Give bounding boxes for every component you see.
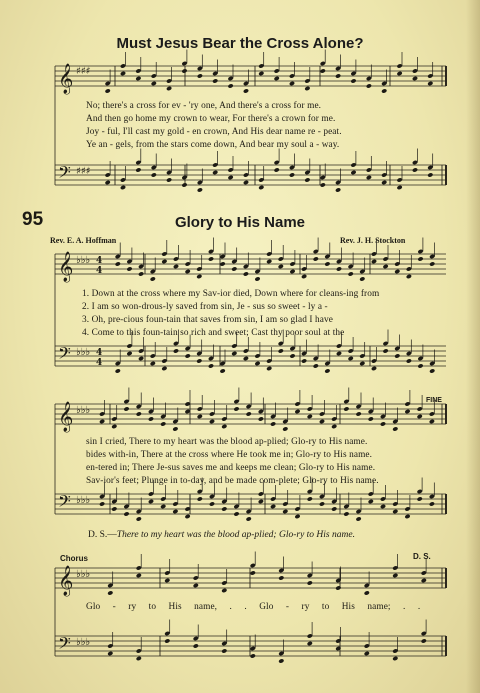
- notehead: [427, 81, 433, 86]
- notehead: [136, 516, 142, 521]
- notehead: [99, 419, 105, 424]
- notehead: [120, 185, 126, 190]
- notehead: [307, 580, 313, 585]
- notehead: [356, 411, 362, 416]
- notehead: [324, 261, 330, 266]
- hymn2-system1-verse-1: 1. Down at the cross where my Sav-ior died, Down where for cleans-ing from: [82, 289, 380, 299]
- notehead: [270, 421, 276, 426]
- notehead: [135, 76, 141, 81]
- notehead: [359, 361, 365, 366]
- bass-clef-icon: 𝄢: [58, 343, 71, 367]
- notehead: [278, 264, 284, 269]
- notehead: [304, 177, 310, 182]
- notehead: [380, 421, 386, 426]
- notehead: [172, 509, 178, 514]
- notehead: [196, 274, 202, 279]
- notehead: [364, 651, 370, 656]
- hymn2-system1-verse-2: 2. I am so won-drous-ly saved from sin, Je - sus so sweet - ly a -: [82, 302, 328, 312]
- notehead: [319, 501, 325, 506]
- notehead: [138, 356, 144, 361]
- notehead: [233, 406, 239, 411]
- notehead: [429, 368, 435, 373]
- notehead: [348, 356, 354, 361]
- ds-text: There to my heart was the blood ap-plied; Glo-ry to His name.: [116, 530, 355, 540]
- notehead: [221, 506, 227, 511]
- notehead: [166, 177, 172, 182]
- notehead: [228, 83, 234, 88]
- notehead: [336, 266, 342, 271]
- notehead: [313, 256, 319, 261]
- notehead: [243, 88, 249, 93]
- notehead: [166, 86, 172, 91]
- notehead: [320, 182, 326, 187]
- notehead: [258, 185, 264, 190]
- notehead: [429, 501, 435, 506]
- notehead: [350, 78, 356, 83]
- notehead: [371, 259, 377, 264]
- notehead: [105, 88, 111, 93]
- notehead: [359, 276, 365, 281]
- notehead: [429, 261, 435, 266]
- notehead: [246, 516, 252, 521]
- bass-clef-icon: 𝄢: [58, 633, 71, 657]
- notehead: [274, 167, 280, 172]
- notehead: [231, 266, 237, 271]
- notehead: [161, 259, 167, 264]
- notehead: [335, 187, 341, 192]
- notehead: [397, 185, 403, 190]
- fine-mark: FINE: [426, 397, 442, 404]
- notehead: [196, 358, 202, 363]
- notehead: [266, 259, 272, 264]
- hymn2-system2-verse-4: Sav-ior's feet; Plunge in to-day, and be made com-plete; Glo-ry to His name.: [86, 476, 379, 486]
- svg-text:♭♭♭: ♭♭♭: [76, 405, 91, 416]
- notehead: [193, 643, 199, 648]
- notehead: [301, 274, 307, 279]
- notehead: [289, 269, 295, 274]
- notehead: [243, 271, 249, 276]
- notehead: [417, 363, 423, 368]
- notehead: [307, 641, 313, 646]
- hymn1-verse-3: Joy - ful, I'll cast my gold - en crown, And His dear name re - peat.: [86, 127, 342, 137]
- notehead: [243, 180, 249, 185]
- hymn2-system2-verse-3: en-tered in; There Je-sus saves me and keeps me clean; Glo-ry to His name.: [86, 463, 376, 473]
- hymn1-verse-4: Ye an - gels, from the stars come down, And bear my soul a - way.: [86, 140, 340, 150]
- notehead: [246, 411, 252, 416]
- notehead: [381, 88, 387, 93]
- notehead: [233, 511, 239, 516]
- notehead: [123, 511, 129, 516]
- notehead: [278, 658, 284, 663]
- notehead: [193, 583, 199, 588]
- notehead: [331, 506, 337, 511]
- notehead: [209, 501, 215, 506]
- notehead: [231, 351, 237, 356]
- notehead: [135, 167, 141, 172]
- notehead: [105, 180, 111, 185]
- notehead: [335, 73, 341, 78]
- notehead: [356, 516, 362, 521]
- notehead: [278, 575, 284, 580]
- ds-prefix: D. S.—: [88, 530, 117, 540]
- notehead: [160, 421, 166, 426]
- hymn2-system1-bass-staff: [55, 346, 446, 366]
- notehead: [368, 416, 374, 421]
- notehead: [429, 419, 435, 424]
- notehead: [221, 424, 227, 429]
- notehead: [160, 504, 166, 509]
- svg-text:♭♭♭: ♭♭♭: [76, 495, 91, 506]
- notehead: [181, 182, 187, 187]
- notehead: [258, 416, 264, 421]
- notehead: [266, 366, 272, 371]
- notehead: [282, 509, 288, 514]
- notehead: [380, 504, 386, 509]
- treble-clef-icon: 𝄞: [58, 402, 74, 432]
- notehead: [417, 496, 423, 501]
- notehead: [185, 514, 191, 519]
- notehead: [392, 426, 398, 431]
- hymn2-system1-treble-staff: [55, 254, 446, 274]
- notehead: [250, 653, 256, 658]
- hymn1-bass-staff: [55, 165, 446, 185]
- notehead: [307, 496, 313, 501]
- svg-text:♭♭♭: ♭♭♭: [76, 255, 91, 266]
- treble-clef-icon: 𝄞: [58, 252, 74, 282]
- svg-text:4: 4: [96, 358, 103, 368]
- notehead: [185, 269, 191, 274]
- notehead: [164, 638, 170, 643]
- chorus-lyric: Glo - ry to His name, . . Glo - ry to His name; . .: [86, 602, 421, 612]
- notehead: [243, 356, 249, 361]
- notehead: [173, 264, 179, 269]
- notehead: [335, 646, 341, 651]
- notehead: [417, 256, 423, 261]
- treble-clef-icon: 𝄞: [58, 64, 74, 94]
- notehead: [221, 648, 227, 653]
- bass-clef-icon: 𝄢: [58, 162, 71, 186]
- notehead: [172, 426, 178, 431]
- notehead: [383, 348, 389, 353]
- notehead: [289, 172, 295, 177]
- notehead: [111, 506, 117, 511]
- notehead: [331, 424, 337, 429]
- notehead: [136, 656, 142, 661]
- notehead: [301, 358, 307, 363]
- notehead: [148, 499, 154, 504]
- notehead: [278, 348, 284, 353]
- page-edge-shadow: [466, 0, 480, 693]
- notehead: [289, 353, 295, 358]
- notehead: [320, 68, 326, 73]
- notehead: [173, 348, 179, 353]
- notehead: [107, 651, 113, 656]
- notehead: [371, 366, 377, 371]
- notehead: [212, 78, 218, 83]
- bass-clef-icon: 𝄢: [58, 491, 71, 515]
- notehead: [151, 172, 157, 177]
- notehead: [111, 424, 117, 429]
- notehead: [366, 83, 372, 88]
- notehead: [136, 573, 142, 578]
- notehead: [392, 573, 398, 578]
- notehead: [383, 264, 389, 269]
- notehead: [364, 590, 370, 595]
- notehead: [412, 167, 418, 172]
- notehead: [412, 76, 418, 81]
- notehead: [348, 271, 354, 276]
- notehead: [221, 588, 227, 593]
- words-credit: Rev. E. A. Hoffman: [50, 236, 117, 245]
- notehead: [304, 86, 310, 91]
- notehead: [126, 351, 132, 356]
- notehead: [335, 585, 341, 590]
- notehead: [336, 351, 342, 356]
- notehead: [397, 71, 403, 76]
- notehead: [151, 81, 157, 86]
- notehead: [107, 590, 113, 595]
- notehead: [313, 363, 319, 368]
- notehead: [150, 276, 156, 281]
- notehead: [270, 504, 276, 509]
- svg-text:4: 4: [96, 348, 103, 358]
- notehead: [209, 419, 215, 424]
- notehead: [258, 71, 264, 76]
- hymn1-title: Must Jesus Bear the Cross Alone?: [116, 35, 364, 52]
- hymn2-title: Glory to His Name: [174, 214, 306, 231]
- notehead: [185, 353, 191, 358]
- notehead: [421, 578, 427, 583]
- notehead: [282, 426, 288, 431]
- notehead: [417, 414, 423, 419]
- notehead: [197, 187, 203, 192]
- notehead: [136, 411, 142, 416]
- notehead: [99, 501, 105, 506]
- notehead: [274, 76, 280, 81]
- notehead: [197, 496, 203, 501]
- notehead: [319, 419, 325, 424]
- hymn1-verse-1: No; there's a cross for ev - 'ry one, And there's a cross for me.: [86, 101, 322, 111]
- notehead: [254, 361, 260, 366]
- notehead: [164, 578, 170, 583]
- notehead: [220, 368, 226, 373]
- notehead: [197, 414, 203, 419]
- notehead: [343, 406, 349, 411]
- notehead: [392, 509, 398, 514]
- hymn-number: 95: [22, 209, 44, 230]
- notehead: [381, 180, 387, 185]
- svg-text:♯♯♯: ♯♯♯: [76, 166, 91, 177]
- notehead: [307, 414, 313, 419]
- notehead: [324, 368, 330, 373]
- notehead: [392, 656, 398, 661]
- svg-text:♭♭♭: ♭♭♭: [76, 347, 91, 358]
- notehead: [120, 71, 126, 76]
- notehead: [366, 175, 372, 180]
- notehead: [394, 269, 400, 274]
- notehead: [228, 175, 234, 180]
- notehead: [343, 511, 349, 516]
- notehead: [394, 353, 400, 358]
- svg-text:♭♭♭: ♭♭♭: [76, 569, 91, 580]
- notehead: [404, 514, 410, 519]
- chorus-treble-staff: [55, 568, 446, 588]
- notehead: [208, 256, 214, 261]
- notehead: [161, 366, 167, 371]
- notehead: [197, 73, 203, 78]
- notehead: [126, 266, 132, 271]
- svg-text:♭♭♭: ♭♭♭: [76, 637, 91, 648]
- notehead: [258, 499, 264, 504]
- svg-text:4: 4: [96, 256, 103, 266]
- svg-text:4: 4: [96, 266, 103, 276]
- hymn1-verse-2: And then go home my crown to wear, For there's a crown for me.: [86, 114, 336, 124]
- chorus-label: Chorus: [60, 554, 88, 563]
- notehead: [148, 416, 154, 421]
- notehead: [150, 361, 156, 366]
- chorus-bass-staff: [55, 636, 446, 656]
- notehead: [289, 81, 295, 86]
- music-credit: Rev. J. H. Stockton: [340, 236, 406, 245]
- notehead: [294, 409, 300, 414]
- notehead: [427, 172, 433, 177]
- treble-clef-icon: 𝄞: [58, 566, 74, 596]
- notehead: [350, 170, 356, 175]
- notehead: [212, 170, 218, 175]
- notehead: [294, 514, 300, 519]
- notehead: [250, 570, 256, 575]
- notehead: [404, 409, 410, 414]
- notehead: [181, 68, 187, 73]
- ds-end-mark: D. S.: [413, 552, 431, 561]
- notehead: [138, 271, 144, 276]
- hymn1-treble-staff: [55, 66, 446, 86]
- notehead: [421, 638, 427, 643]
- notehead: [115, 261, 121, 266]
- notehead: [254, 276, 260, 281]
- notehead: [406, 274, 412, 279]
- hymn2-system1-verse-3: 3. Oh, pre-cious foun-tain that saves from sin, I am so glad I have: [82, 315, 333, 325]
- notehead: [115, 368, 121, 373]
- svg-text:♯♯♯: ♯♯♯: [76, 66, 91, 77]
- hymn2-system1-verse-4: 4. Come to this foun-tain so rich and sweet; Cast thy poor soul at the: [82, 328, 345, 338]
- dal-segno-instruction: [88, 530, 355, 540]
- notehead: [123, 406, 129, 411]
- notehead: [208, 363, 214, 368]
- notehead: [406, 358, 412, 363]
- hymn2-system2-verse-1: sin I cried, There to my heart was the blood ap-plied; Glo-ry to His name.: [86, 437, 368, 447]
- hymn2-system2-verse-2: bides with-in, There at the cross where He took me in; Glo-ry to His name.: [86, 450, 373, 460]
- notehead: [368, 499, 374, 504]
